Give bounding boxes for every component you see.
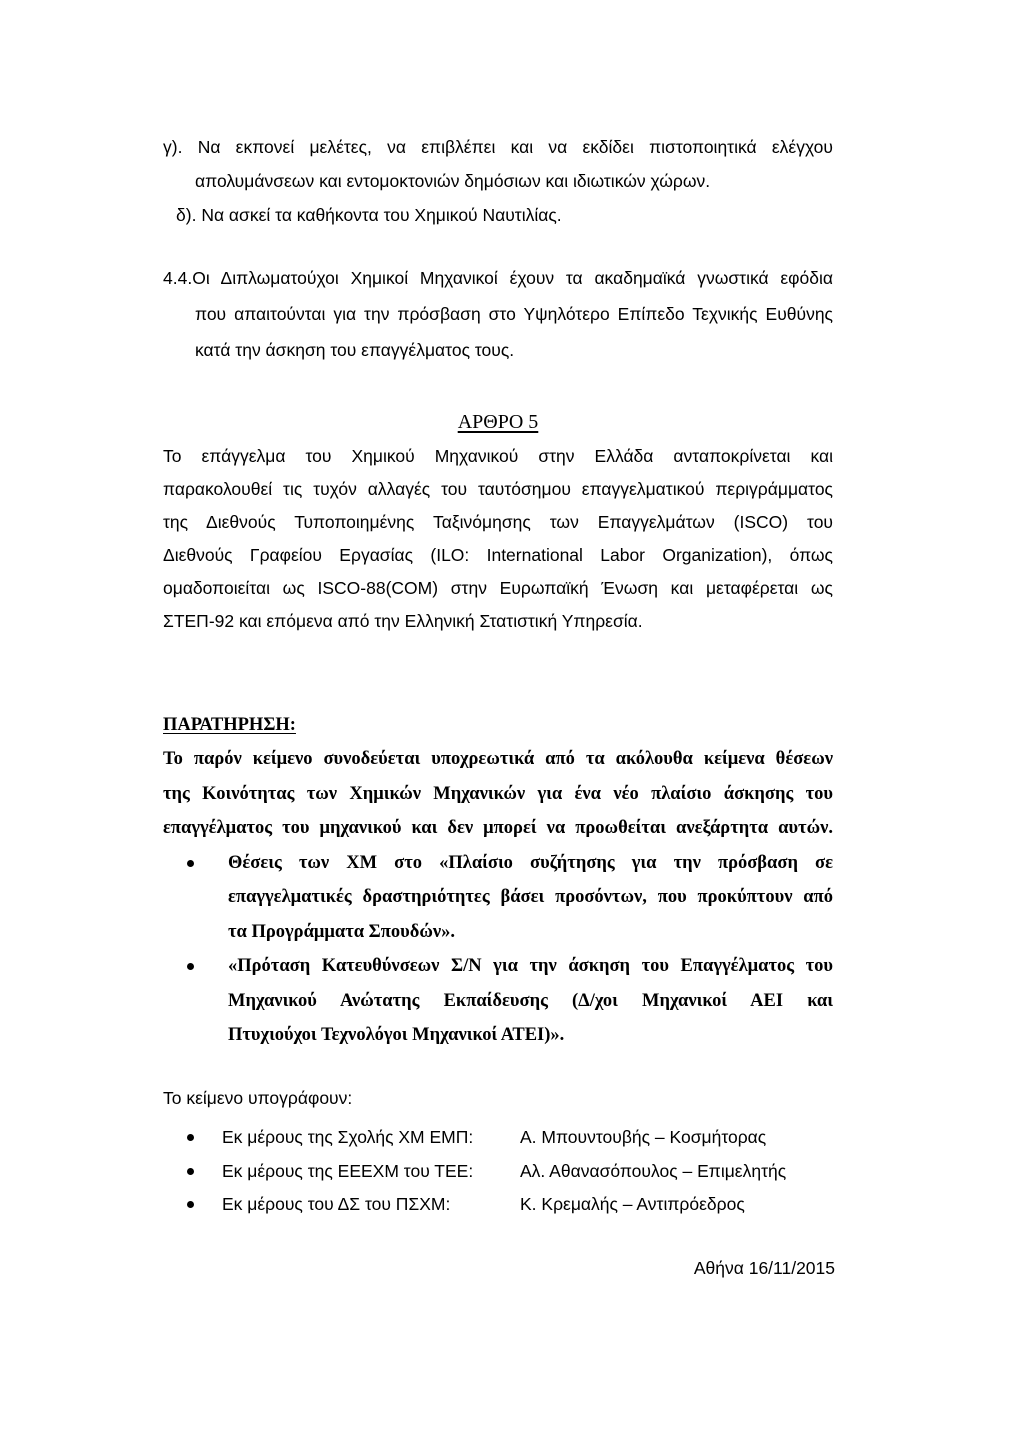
signatory-row [163, 1155, 833, 1189]
list-item-g-marker: γ). [163, 137, 183, 157]
note-line: Το παρόν κείμενο συνοδεύεται υποχρεωτικά από τα ακόλουθα κείμενα θέσεων [163, 749, 833, 769]
signatory-role: Εκ μέρους της ΕΕΕΧΜ του ΤΕΕ: [222, 1160, 474, 1181]
paragraph-line: Διεθνούς Γραφείου Εργασίας (ILO: International Labor Organization), όπως [163, 545, 833, 565]
signatories-intro: Το κείμενο υπογράφουν: [163, 1088, 353, 1108]
note-bullet-item [163, 846, 833, 950]
bullet-line: επαγγελματικές δραστηριότητες βάσει προσόντων, που προκύπτουν από [228, 887, 833, 907]
clause-4-4 [163, 260, 833, 368]
place-date: Αθήνα 16/11/2015 [693, 1258, 835, 1278]
article-heading-text: ΑΡΘΡΟ 5 [457, 411, 539, 433]
article-paragraph [163, 440, 833, 638]
list-items-g-d [163, 130, 833, 232]
list-item-g-line-1 [163, 130, 833, 164]
clause-text: Οι Διπλωματούχοι Χημικοί Μηχανικοί έχουν τα ακαδημαϊκά γνωστικά εφόδια [192, 268, 833, 288]
note-body [163, 742, 833, 1053]
bullet-icon [187, 963, 194, 970]
paragraph-line: παρακολουθεί τις τυχόν αλλαγές του ταυτόσημου επαγγελματικού περιγράμματος [163, 479, 833, 499]
article-heading [163, 405, 833, 439]
note-line: επαγγέλματος του μηχανικού και δεν μπορεί να προωθείται ανεξάρτητα αυτών. [163, 818, 833, 838]
paragraph-line: Το επάγγελμα του Χημικού Μηχανικού στην Ελλάδα ανταποκρίνεται και [163, 446, 833, 466]
signatory-row [163, 1188, 833, 1222]
signatory-role: Εκ μέρους της Σχολής ΧΜ ΕΜΠ: [222, 1127, 474, 1147]
list-item-d-marker: δ). [176, 205, 197, 225]
clause-4-4-line-1 [163, 260, 833, 296]
list-item-g-line-2: απολυμάνσεων και εντομοκτονιών δημόσιων και ιδιωτικών χώρων. [195, 171, 711, 191]
signatory-name: Αλ. Αθανασόπουλος – Επιμελητής [520, 1160, 787, 1181]
list-item-d-line-1 [163, 198, 833, 232]
paragraph-line: ΣΤΕΠ-92 και επόμενα από την Ελληνική Στατιστική Υπηρεσία. [163, 611, 643, 631]
note-bullet-item [163, 949, 833, 1053]
bullet-icon [187, 1134, 194, 1141]
signatory-name: Κ. Κρεμαλής – Αντιπρόεδρος [520, 1194, 745, 1214]
bullet-line: τα Προγράμματα Σπουδών». [228, 921, 456, 942]
note-line: της Κοινότητας των Χημικών Μηχανικών για ένα νέο πλαίσιο άσκησης του [163, 783, 833, 804]
bullet-icon [187, 1201, 194, 1208]
bullet-line: «Πρόταση Κατευθύνσεων Σ/Ν για την άσκηση του Επαγγέλματος του [228, 956, 833, 976]
note-heading [163, 708, 833, 742]
bullet-line: Μηχανικού Ανώτατης Εκπαίδευσης (Δ/χοι Μηχανικοί ΑΕΙ και [228, 990, 833, 1011]
list-item-g-text: Να εκπονεί μελέτες, να επιβλέπει και να εκδίδει πιστοποιητικά ελέγχου [197, 137, 833, 157]
bullet-line: Πτυχιούχοι Τεχνολόγοι Μηχανικοί ΑΤΕΙ)». [228, 1025, 565, 1045]
signatories-list [163, 1121, 833, 1222]
list-item-d-text: Να ασκεί τα καθήκοντα του Χημικού Ναυτιλίας. [201, 205, 562, 225]
note-heading-text: ΠΑΡΑΤΗΡΗΣΗ: [163, 715, 296, 735]
bullet-icon [187, 1168, 194, 1175]
signatory-name: Α. Μπουντουβής – Κοσμήτορας [520, 1127, 767, 1147]
signatory-role: Εκ μέρους του ΔΣ του ΠΣΧΜ: [222, 1194, 451, 1214]
clause-number: 4.4. [163, 268, 193, 288]
bullet-icon [187, 860, 194, 867]
clause-4-4-line-3: κατά την άσκηση του επαγγέλματος τους. [195, 340, 515, 360]
bullet-line: Θέσεις των ΧΜ στο «Πλαίσιο συζήτησης για την πρόσβαση σε [228, 852, 833, 873]
paragraph-line: της Διεθνούς Τυποποιημένης Ταξινόμησης των Επαγγελμάτων (ISCO) του [163, 512, 833, 532]
paragraph-line: ομαδοποιείται ως ISCO-88(COM) στην Ευρωπαϊκή Ένωση και μεταφέρεται ως [163, 578, 833, 598]
signatory-row [163, 1121, 833, 1155]
clause-4-4-line-2: που απαιτούνται για την πρόσβαση στο Υψηλότερο Επίπεδο Τεχνικής Ευθύνης [195, 304, 833, 324]
